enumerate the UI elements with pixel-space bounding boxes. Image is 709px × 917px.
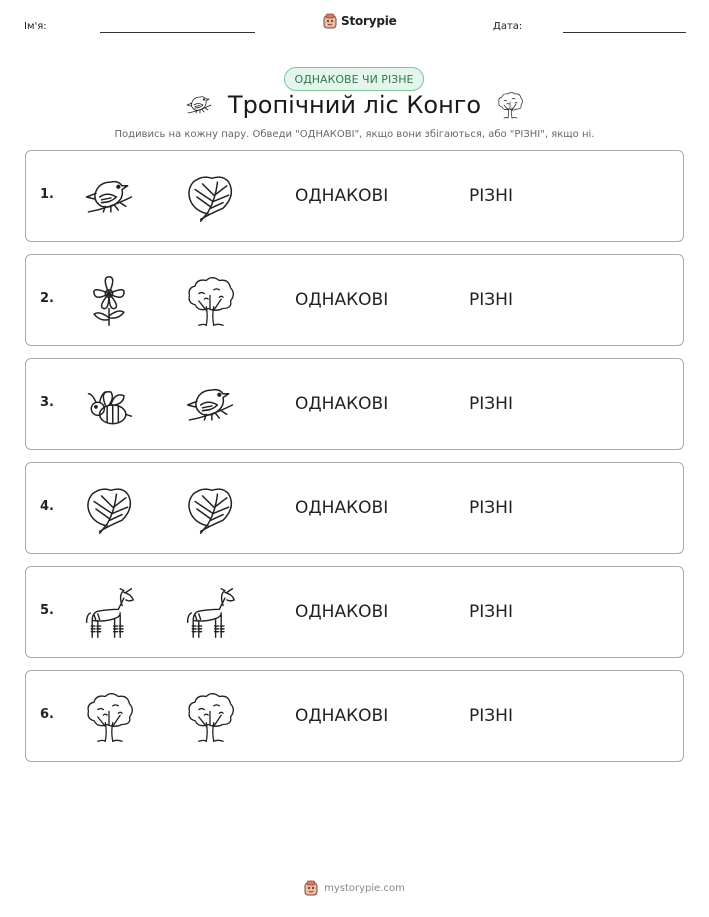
option-same[interactable]: ОДНАКОВІ	[295, 498, 389, 518]
pair-card	[25, 254, 684, 346]
instructions: Подивись на кожну пару. Обведи "ОДНАКОВІ", якщо вони збігаються, або "РІЗНІ", якщо ні.	[114, 129, 595, 140]
activity-badge: ОДНАКОВЕ ЧИ РІЗНЕ	[284, 67, 424, 91]
brand-name: Storypie	[341, 14, 397, 28]
pair-card	[25, 462, 684, 554]
pair-card	[25, 566, 684, 658]
pair-card	[25, 150, 684, 242]
tree-icon	[182, 273, 238, 329]
flower-icon	[81, 273, 137, 329]
pair-card	[25, 670, 684, 762]
brand-logo	[323, 13, 397, 29]
page-title: Тропічний ліс Конго	[227, 91, 482, 119]
bird-icon	[81, 169, 137, 225]
name-line[interactable]	[100, 32, 255, 33]
pair-number: 4.	[40, 499, 54, 514]
pair-number: 3.	[40, 395, 54, 410]
option-different[interactable]: РІЗНІ	[469, 498, 513, 518]
pair-card	[25, 358, 684, 450]
name-label: Ім'я:	[24, 21, 47, 32]
option-same[interactable]: ОДНАКОВІ	[295, 394, 389, 414]
okapi-icon	[182, 585, 238, 641]
tree-icon	[81, 689, 137, 745]
leaf-icon	[182, 481, 238, 537]
footer	[0, 880, 709, 896]
bee-icon	[81, 377, 137, 433]
leaf-icon	[182, 169, 238, 225]
option-same[interactable]: ОДНАКОВІ	[295, 290, 389, 310]
storypie-mascot-icon	[304, 880, 318, 896]
date-label: Дата:	[493, 21, 523, 32]
pair-number: 6.	[40, 707, 54, 722]
option-different[interactable]: РІЗНІ	[469, 290, 513, 310]
title-row	[0, 90, 709, 120]
pair-number: 5.	[40, 603, 54, 618]
leaf-icon	[81, 481, 137, 537]
pair-number: 2.	[40, 291, 54, 306]
footer-site[interactable]: mystorypie.com	[324, 882, 405, 894]
okapi-icon	[81, 585, 137, 641]
pair-number: 1.	[40, 187, 54, 202]
option-same[interactable]: ОДНАКОВІ	[295, 602, 389, 622]
tree-icon	[182, 689, 238, 745]
bird-icon	[182, 377, 238, 433]
option-different[interactable]: РІЗНІ	[469, 394, 513, 414]
date-line[interactable]	[563, 32, 686, 33]
storypie-mascot-icon	[323, 13, 337, 29]
option-same[interactable]: ОДНАКОВІ	[295, 186, 389, 206]
bird-icon	[184, 90, 214, 120]
option-different[interactable]: РІЗНІ	[469, 602, 513, 622]
option-different[interactable]: РІЗНІ	[469, 186, 513, 206]
option-same[interactable]: ОДНАКОВІ	[295, 706, 389, 726]
tree-icon	[495, 90, 525, 120]
option-different[interactable]: РІЗНІ	[469, 706, 513, 726]
